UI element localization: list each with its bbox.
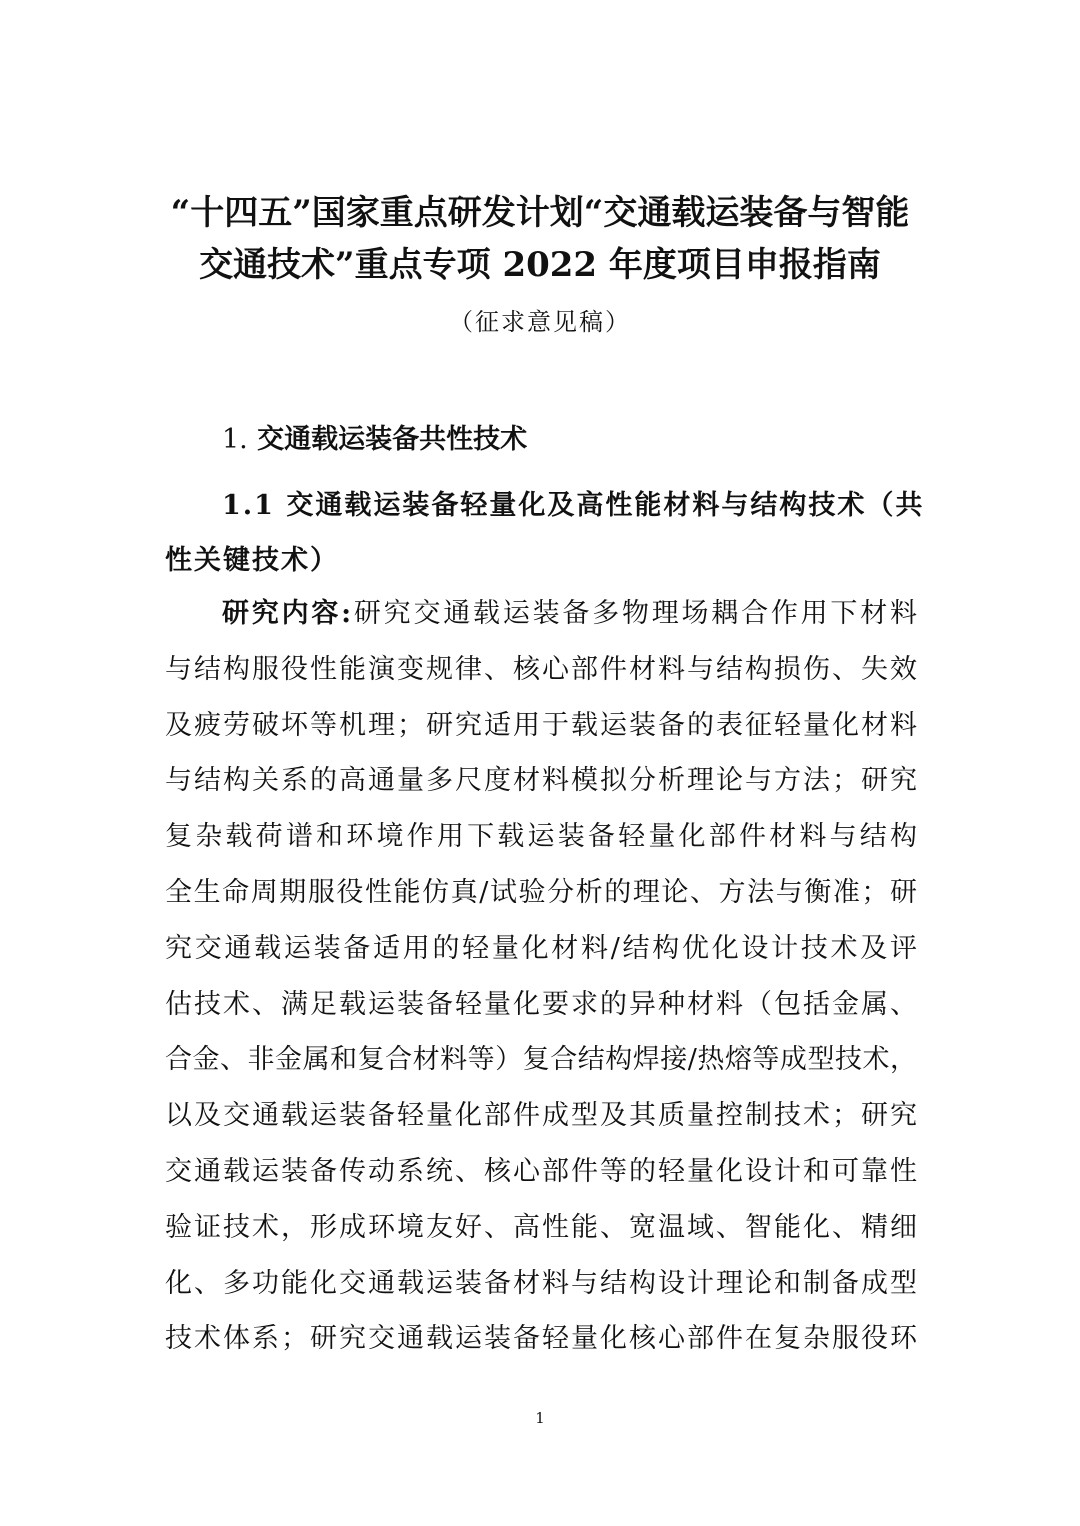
paragraph-line: 复杂载荷谱和环境作用下载运装备轻量化部件材料与结构 [165, 821, 917, 853]
section-1-heading [222, 418, 527, 462]
section-1-title: 交通载运装备共性技术 [257, 424, 528, 455]
paragraph-line: 与结构关系的高通量多尺度材料模拟分析理论与方法；研究 [165, 765, 917, 797]
document-subtitle: （征求意见稿） [449, 308, 631, 336]
paragraph-line [165, 586, 917, 642]
subsection-heading-line-2: 性关键技术） [165, 545, 339, 576]
paragraph-line: 与结构服役性能演变规律、核心部件材料与结构损伤、失效 [165, 653, 917, 685]
subsection-heading-line-1: 1.1 交通载运装备轻量化及高性能材料与结构技术（共 [222, 490, 925, 521]
page-number: 1 [535, 1409, 545, 1427]
research-content-label: 研究内容: [222, 598, 352, 629]
section-1-number: 1. [222, 424, 248, 455]
research-content-paragraph [165, 586, 917, 1367]
paragraph-line: 验证技术，形成环境友好、高性能、宽温域、智能化、精细 [165, 1211, 917, 1243]
paragraph-line: 全生命周期服役性能仿真/试验分析的理论、方法与衡准；研 [165, 876, 917, 908]
subsection-1-1-heading [165, 478, 925, 588]
paragraph-line: 化、多功能化交通载运装备材料与结构设计理论和制备成型 [165, 1267, 917, 1299]
paragraph-line: 及疲劳破坏等机理；研究适用于载运装备的表征轻量化材料 [165, 709, 917, 741]
paragraph-line: 估技术、满足载运装备轻量化要求的异种材料（包括金属、 [165, 988, 917, 1020]
document-title-line-2: 交通技术”重点专项 2022 年度项目申报指南 [199, 245, 881, 285]
paragraph-line: 究交通载运装备适用的轻量化材料/结构优化设计技术及评 [165, 932, 917, 964]
paragraph-line: 以及交通载运装备轻量化部件成型及其质量控制技术；研究 [165, 1100, 917, 1132]
paragraph-line: 合金、非金属和复合材料等）复合结构焊接/热熔等成型技术， [165, 1044, 917, 1076]
document-title-line-1: “十四五”国家重点研发计划“交通载运装备与智能 [170, 193, 910, 233]
paragraph-line: 技术体系；研究交通载运装备轻量化核心部件在复杂服役环 [165, 1323, 917, 1355]
paragraph-line-text: 研究交通载运装备多物理场耦合作用下材料 [351, 598, 918, 629]
paragraph-line: 交通载运装备传动系统、核心部件等的轻量化设计和可靠性 [165, 1155, 917, 1187]
